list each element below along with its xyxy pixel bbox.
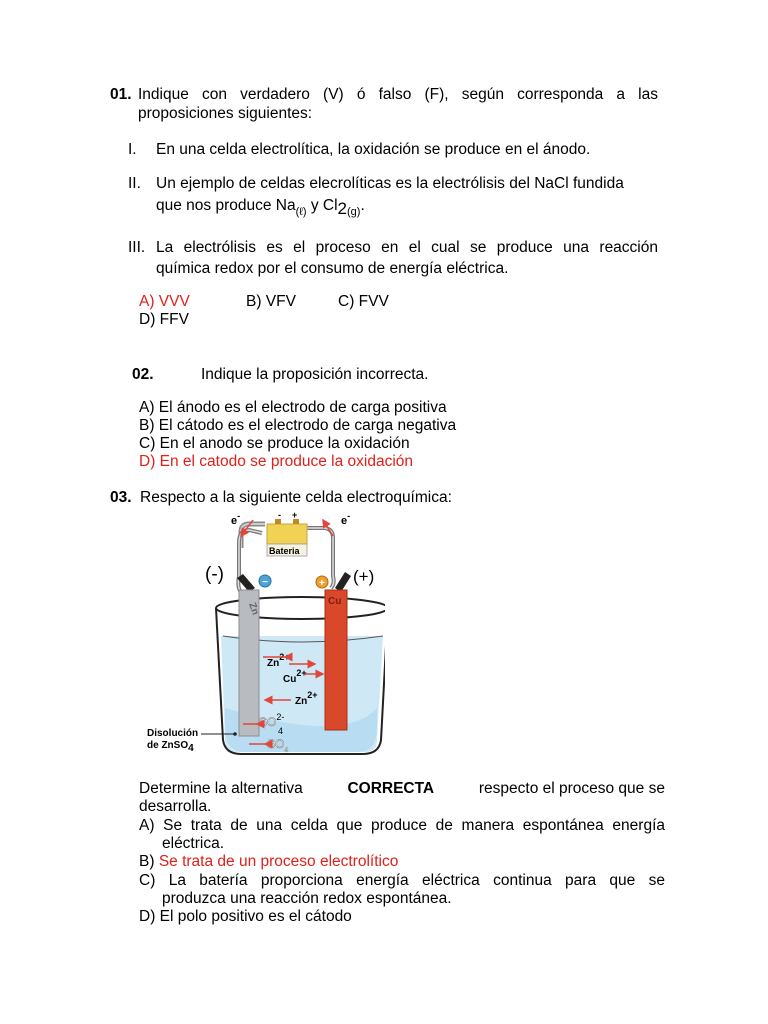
ion-zn-middle: Zn2+ <box>295 690 318 707</box>
battery-icon <box>267 524 307 544</box>
q1-option-b: B) VFV <box>246 293 296 310</box>
question-1-number: 01. <box>110 86 132 103</box>
proposition-ii-number: II. <box>128 175 141 192</box>
positive-pole-label: (+) <box>353 567 375 586</box>
question-3-stem: Respecto a la siguiente celda electroquímica: <box>140 489 452 506</box>
svg-text:−: − <box>262 577 268 588</box>
electron-right: e- <box>341 511 351 527</box>
question-3-number: 03. <box>110 489 132 506</box>
electrochemical-cell-diagram <box>145 508 385 763</box>
proposition-i-text: En una celda electrolítica, la oxidación se produce en el ánodo. <box>156 141 591 158</box>
ion-sulfate-a: $SO^{2-}$ <box>259 712 285 729</box>
question-1-stem-line-1: Indique con verdadero (V) ó falso (F), según corresponda a las <box>138 86 658 103</box>
solution-label-line-2: de ZnSO4 <box>147 740 194 754</box>
q1-option-a: A) VVV <box>139 293 190 310</box>
electron-left: e- <box>231 511 241 527</box>
q2-option-c: C) En el anodo se produce la oxidación <box>139 435 410 452</box>
q3-option-a-line-2: eléctrica. <box>162 835 225 852</box>
question-1-stem-line-2: proposiciones siguientes: <box>138 105 313 122</box>
q3-option-a-line-1: A) Se trata de una celda que produce de manera espontánea energía <box>139 817 665 834</box>
question-2-stem: Indique la proposición incorrecta. <box>201 366 429 383</box>
chem-cl: Cl <box>322 197 338 214</box>
svg-text:-: - <box>278 510 281 520</box>
proposition-iii-number: III. <box>128 239 146 256</box>
proposition-ii-text-line-2: que nos produce $Na_{(\ell)}$ y $Cl2_{(g)}$. <box>156 197 365 218</box>
copper-electrode <box>325 590 347 730</box>
ion-zn-top: Zn2+ <box>267 652 290 669</box>
question-2-number: 02. <box>132 366 154 383</box>
q2-option-d: D) En el catodo se produce la oxidación <box>139 453 413 470</box>
svg-text:4: 4 <box>278 726 284 736</box>
negative-pole-label: (-) <box>205 564 224 585</box>
q1-option-d: D) FFV <box>139 311 189 328</box>
state-gas: (g) <box>347 206 361 218</box>
q3-option-c-line-1: C) La batería proporciona energía eléctrica continua para que se <box>139 872 665 889</box>
battery-label: Bateria <box>269 546 300 556</box>
chem-na: Na <box>275 197 296 214</box>
q2-option-b: B) El cátodo es el electrodo de carga negativa <box>139 417 457 434</box>
q3-instruction-line-1: Determine la alternativa CORRECTA respecto el proceso que se <box>139 780 665 797</box>
q3-option-c-line-2: produzca una reacción redox espontánea. <box>162 890 452 907</box>
q2-option-a: A) El ánodo es el electrodo de carga positiva <box>139 399 447 416</box>
svg-text:+: + <box>319 578 325 589</box>
state-liquid: (ℓ) <box>295 206 307 218</box>
proposition-ii-text-line-1: Un ejemplo de celdas elecrolíticas es la electrólisis del NaCl fundida <box>156 175 624 192</box>
q1-option-c: C) FVV <box>338 293 389 310</box>
proposition-iii-text-line-1: La electrólisis es el proceso en el cual se produce una reacción <box>156 239 658 256</box>
proposition-i-number: I. <box>128 141 137 158</box>
svg-text:+: + <box>292 510 298 520</box>
solution-label-line-1: Disolución <box>147 728 199 739</box>
proposition-iii-text-line-2: química redox por el consumo de energía eléctrica. <box>156 260 509 277</box>
q3-option-b: B) Se trata de un proceso electrolítico <box>139 853 399 870</box>
q3-option-d: D) El polo positivo es el cátodo <box>139 908 352 925</box>
ion-cu: Cu2+ <box>283 668 307 685</box>
ion-sulfate-b: $SO_4$ <box>267 737 289 754</box>
left-wire <box>241 524 265 548</box>
svg-text:Cu: Cu <box>328 596 342 607</box>
q3-instruction-line-2: desarrolla. <box>139 798 212 815</box>
svg-text:Zn: Zn <box>246 601 261 617</box>
